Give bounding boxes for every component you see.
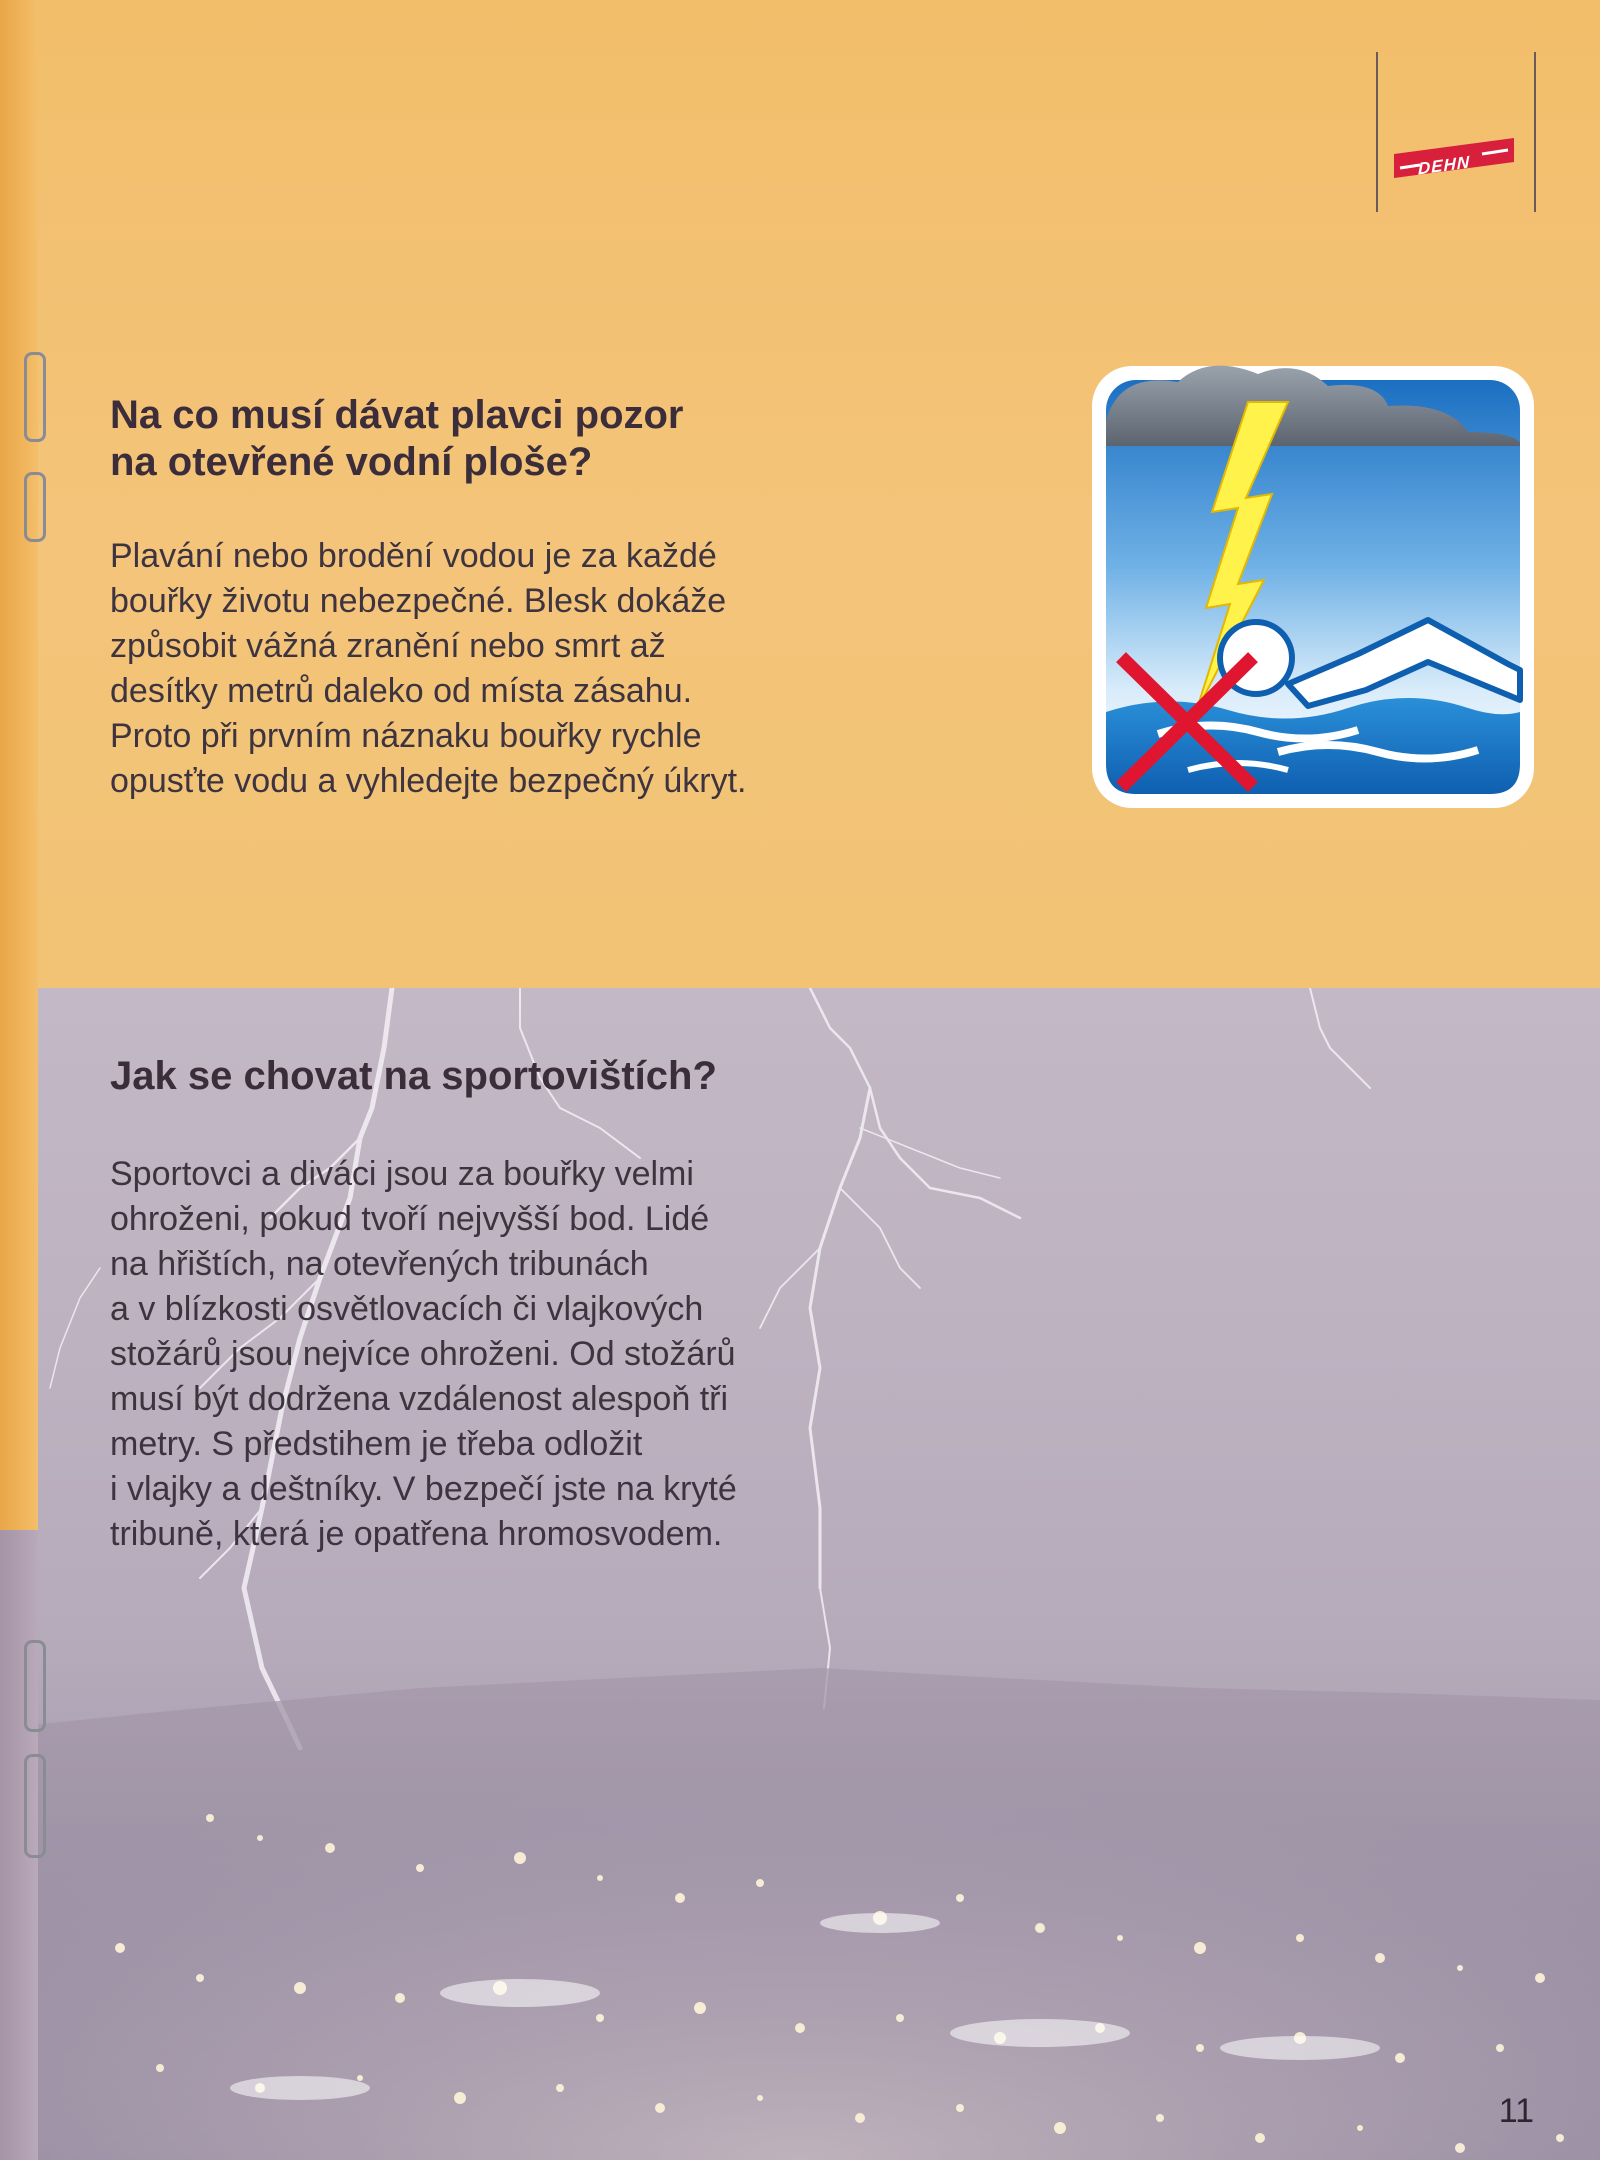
binding-spine bbox=[0, 0, 38, 1530]
swimmers-text-line: opusťte vodu a vyhledejte bezpečný úkryt. bbox=[110, 762, 747, 800]
sports-text-line: musí být dodržena vzdálenost alespoň tři bbox=[110, 1380, 729, 1418]
sports-heading: Jak se chovat na sportovištích? bbox=[110, 1054, 717, 1098]
sports-text-line: tribuně, která je opatřena hromosvodem. bbox=[110, 1515, 723, 1553]
sports-text-line: i vlajky a deštníky. V bezpečí jste na kryté bbox=[110, 1470, 737, 1508]
sports-text-line: na hřištích, na otevřených tribunách bbox=[110, 1245, 649, 1283]
logo-text: DEHN bbox=[1418, 152, 1471, 179]
dehn-logo bbox=[1376, 52, 1536, 212]
swimmers-text-line: desítky metrů daleko od místa zásahu. bbox=[110, 672, 693, 710]
swimmers-body-text bbox=[110, 534, 890, 804]
swimmers-heading-line: na otevřené vodní ploše? bbox=[110, 440, 593, 484]
swimmers-text-line: Proto při prvním náznaku bouřky rychle bbox=[110, 717, 702, 755]
sports-text-line: ohroženi, pokud tvoří nejvyšší bod. Lidé bbox=[110, 1200, 710, 1238]
sports-text-line: metry. S předstihem je třeba odložit bbox=[110, 1425, 643, 1463]
sports-text-line: a v blízkosti osvětlovacích či vlajkových bbox=[110, 1290, 704, 1328]
staple-bottom-2 bbox=[24, 1754, 46, 1858]
sports-text-line: stožárů jsou nejvíce ohroženi. Od stožárů bbox=[110, 1335, 736, 1373]
storm-swimmer-prohibited-icon bbox=[1088, 362, 1538, 812]
page-number: 11 bbox=[1498, 2092, 1534, 2130]
staple-top-2 bbox=[24, 472, 46, 542]
logo-rule-right bbox=[1534, 52, 1536, 212]
staple-bottom bbox=[24, 1640, 46, 1732]
sports-body-text bbox=[110, 1152, 910, 1557]
swimmers-heading bbox=[110, 392, 870, 486]
logo-rule-left bbox=[1376, 52, 1378, 212]
sports-text-line: Sportovci a diváci jsou za bouřky velmi bbox=[110, 1155, 694, 1193]
swimmers-text-line: bouřky životu nebezpečné. Blesk dokáže bbox=[110, 582, 727, 620]
staple-top bbox=[24, 352, 46, 442]
swimmers-text-line: způsobit vážná zranění nebo smrt až bbox=[110, 627, 666, 665]
swimmers-heading-line: Na co musí dávat plavci pozor bbox=[110, 393, 684, 437]
swimmers-text-line: Plavání nebo brodění vodou je za každé bbox=[110, 537, 717, 575]
